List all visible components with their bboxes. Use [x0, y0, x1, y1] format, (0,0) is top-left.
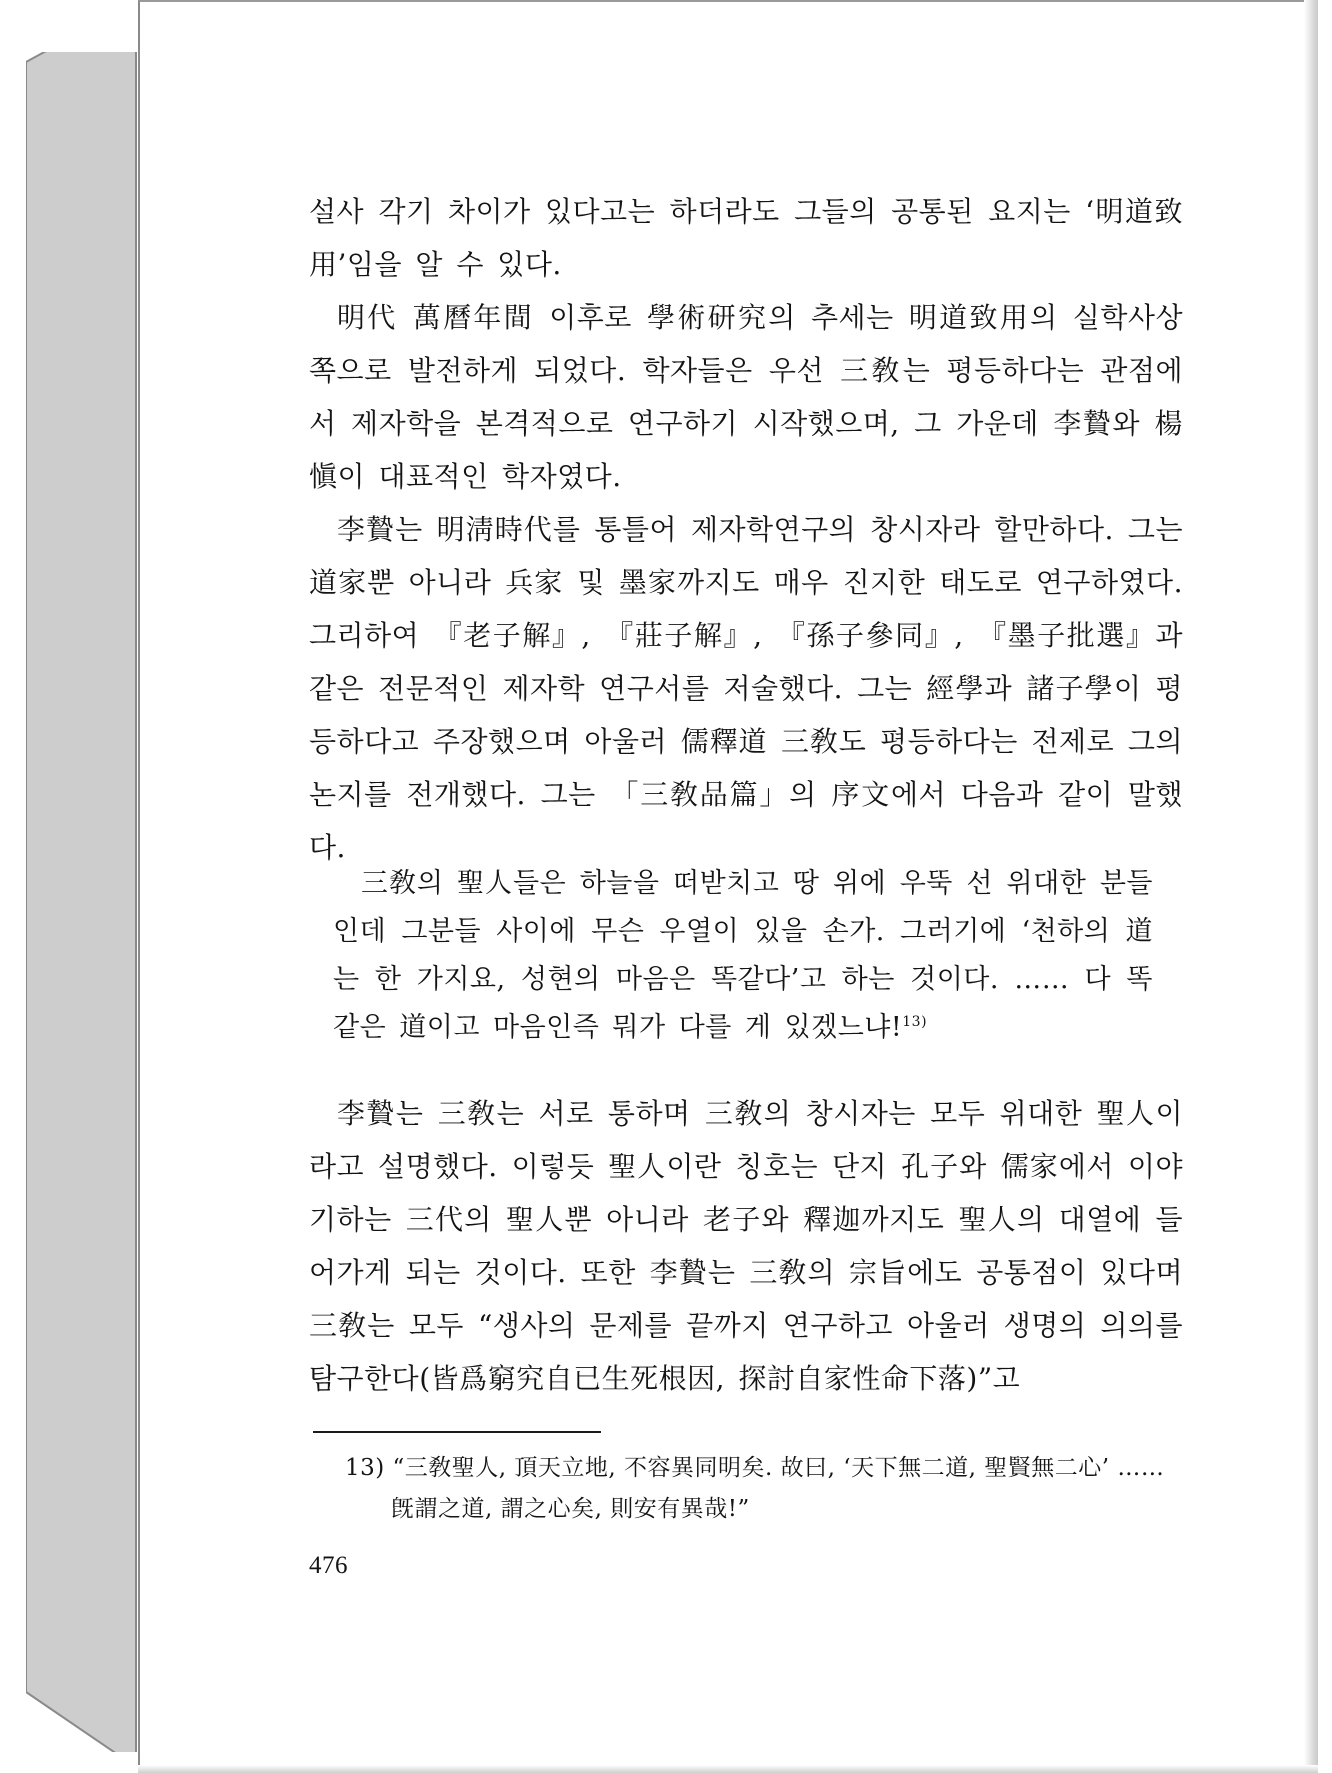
book-spine-shape: [26, 52, 146, 1752]
paragraph-3: 李贄는 明淸時代를 통틀어 제자학연구의 창시자라 할만하다. 그는 道家뿐 아니라 兵家 및 墨家까지도 매우 진지한 태도로 연구하였다. 그리하여 『老子解』, 『莊子解』, 『孫子參同』, 『墨子批選』과 같은 전문적인 제자학 연구서를 저술했다. 그는 經學과 諸子學이 평등하다고 주장했으며 아울러 儒釋道 三敎도 평등하다는 전제로 그의 논지를 전개했다. 그는 「三敎品篇」의 序文에서 다음과 같이 말했다.: [309, 513, 1183, 864]
body-text-top: [309, 185, 1183, 874]
page-number: 476: [309, 1552, 348, 1579]
block-quote: [333, 860, 1153, 1052]
footnote-divider: [313, 1431, 601, 1433]
page-bottom-shadow: [138, 1765, 1318, 1773]
page-edge-shadow: [1304, 0, 1318, 1773]
footnote-reference: 13): [902, 1014, 928, 1030]
body-text-bottom: [309, 1087, 1183, 1405]
paragraph-4: 李贄는 三敎는 서로 통하며 三敎의 창시자는 모두 위대한 聖人이라고 설명했다. 이렇듯 聖人이란 칭호는 단지 孔子와 儒家에서 이야기하는 三代의 聖人뿐 아니라 老子와 釋迦까지도 聖人의 대열에 들어가게 되는 것이다. 또한 李贄는 三敎의 宗旨에도 공통점이 있다며 三敎는 모두 “생사의 문제를 끝까지 연구하고 아울러 생명의 의의를 탐구한다(皆爲窮究自已生死根因, 探討自家性命下落)”고: [309, 1097, 1183, 1395]
paragraph-1: 설사 각기 차이가 있다고는 하더라도 그들의 공통된 요지는 ‘明道致用’임을 알 수 있다.: [309, 195, 1183, 281]
footnote: [345, 1448, 1185, 1530]
quote-body: 三敎의 聖人들은 하늘을 떠받치고 땅 위에 우뚝 선 위대한 분들인데 그분들 사이에 무슨 우열이 있을 손가. 그러기에 ‘천하의 道는 한 가지요, 성현의 마음은 똑같다’고 하는 것이다. …… 다 똑같은 道이고 마음인즉 뭐가 다를 게 있겠느냐!: [333, 868, 1153, 1043]
block-quote-text: [333, 860, 1153, 1052]
paragraph-2: 明代 萬曆年間 이후로 學術研究의 추세는 明道致用의 실학사상 쪽으로 발전하게 되었다. 학자들은 우선 三敎는 평등하다는 관점에서 제자학을 본격적으로 연구하기 시작했으며, 그 가운데 李贄와 楊愼이 대표적인 학자였다.: [309, 301, 1183, 493]
footnote-text: 13) “三敎聖人, 頂天立地, 不容異同明矣. 故曰, ‘天下無二道, 聖賢無二心’ …… 旣謂之道, 謂之心矣, 則安有異哉!”: [345, 1455, 1165, 1522]
